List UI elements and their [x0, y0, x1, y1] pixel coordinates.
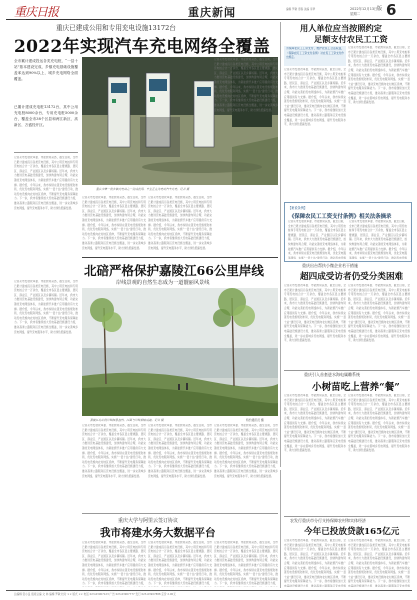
right-mid-kicker: 重庆出台帮扶小微企业若干措施 — [302, 263, 358, 268]
right-low-rule — [284, 370, 410, 371]
middle-body-col3: 记者从市发展改革委、市能源局获悉，截至目前，全市已累计建成投运各类充电设施，其中公用充电桩和专用充电桩合计一万余台，覆盖全市各区县主要道路、居民区、商业区、产业园区以及乡镇场镇。近年来，我市大力推进充电基础设施建设，加快构建布局合理、功能完善的充电网络体系，为新能源汽车推广应用提供有力支撑。据介绍，今年以来，我市持续完善充电设施规划布局，优化充电服务网络，实施“一县十站”建设行动，推动充电设施向农村地区延伸，不断提升充电服务保障能力。下一步，我市将继续加大充电基础设施建设力度，推动高速公路服务区充电设施全覆盖，进一步完善城乡充电网络，提升充电服务水平，助力绿色低碳发展。 — [214, 424, 278, 478]
right-top-intro: 为保障农民工工资支付，维护农民工合法权益，《保障农民工工资支付条例》对农民工工资支付作出规定。 — [286, 47, 344, 60]
lead-subtitle: 重庆已建成公用和专用充电设施13172台 — [56, 24, 176, 32]
right-top-col2: 记者从市发展改革委、市能源局获悉，截至目前，全市已累计建成投运各类充电设施，其中公用充电桩和专用充电桩合计一万余台，覆盖全市各区县主要道路、居民区、商业区、产业园区以及乡镇场镇。近年来，我市大力推进充电基础设施建设，加快构建布局合理、功能完善的充电网络体系，为新能源汽车推广应用提供有力支撑。据介绍，今年以来，我市持续完善充电设施规划布局，优化充电服务网络，实施“一县十站”建设行动，推动充电设施向农村地区延伸，不断提升充电服务保障能力。下一步，我市将继续加大充电基础设施建设力度，推动高速公路服务区充电设施全覆盖，进一步完善城乡充电网络，提升充电服务水平，助力绿色低碳发展。 — [348, 46, 410, 105]
bottom-body-col1: 记者从市发展改革委、市能源局获悉，截至目前，全市已累计建成投运各类充电设施，其中公用充电桩和专用充电桩合计一万余台，覆盖全市各区县主要道路、居民区、商业区、产业园区以及乡镇场镇。近年来，我市大力推进充电基础设施建设，加快构建布局合理、功能完善的充电网络体系，为新能源汽车推广应用提供有力支撑。据介绍，今年以来，我市持续完善充电设施规划布局，优化充电服务网络，实施“一县十站”建设行动，推动充电设施向农村地区延伸，不断提升充电服务保障能力。下一步，我市将继续加大充电基础设施建设力度， — [82, 541, 146, 586]
masthead-editors: 编辑 罗敏 谭春 美编 李梦 — [286, 8, 316, 11]
issue-date: 2022年12月13日 — [350, 7, 378, 11]
right-mid-col2: 记者从市发展改革委、市能源局获悉，截至目前，全市已累计建成投运各类充电设施，其中公用充电桩和专用充电桩合计一万余台，覆盖全市各区县主要道路、居民区、商业区、产业园区以及乡镇场镇。近年来，我市大力推进充电基础设施建设，加快构建布局合理、功能完善的充电网络体系，为新能源汽车推广应用提供有力支撑。据介绍，今年以来，我市持续完善充电设施规划布局，优化充电服务网络，实施“一县十站”建设行动，推动充电设施向农村地区延伸，不断提升充电服务保障能力。下一步，我市将继续加大充电基础设施建设力度，推动高速公路服务区充电设施全覆盖，进一步完善城乡充电网络，提升充电服务水平，助力绿色低碳发展。 — [348, 284, 410, 343]
lead-photo-caption: 重庆市第一批乡镇充电站之一建成投用，车主正在为电动汽车充电。记者 摄 — [96, 187, 190, 191]
qa-box — [284, 202, 412, 262]
right-low-col1: 记者从市发展改革委、市能源局获悉，截至目前，全市已累计建成投运各类充电设施，其中公用充电桩和专用充电桩合计一万余台，覆盖全市各区县主要道路、居民区、商业区、产业园区以及乡镇场镇。近年来，我市大力推进充电基础设施建设，加快构建布局合理、功能完善的充电网络体系，为新能源汽车推广应用提供有力支撑。据介绍，今年以来，我市持续完善充电设施规划布局，优化充电服务网络，实施“一县十站”建设行动，推动充电设施向农村地区延伸，不断提升充电服务保障能力。下一步，我市将继续加大充电基础设施建设力度，推动高速公路服务区充电设施全覆盖，进一步完善城乡充电网络，提升充电服务水平，助力绿色低碳发展。 — [284, 394, 346, 453]
lead-body-col2: 记者从市发展改革委、市能源局获悉，截至目前，全市已累计建成投运各类充电设施，其中公用充电桩和专用充电桩合计一万余台，覆盖全市各区县主要道路、居民区、商业区、产业园区以及乡镇场镇。近年来，我市大力推进充电基础设施建设，加快构建布局合理、功能完善的充电网络体系，为新能源汽车推广应用提供有力支撑。据介绍，今年以来，我市持续完善充电设施规划布局，优化充电服务网络，实施“一县十站”建设行动，推动充电设施向农村地区延伸，不断提升充电服务保障能力。下一步，我市将继续加大充电基础设施建设力度，推动高速公路服务区充电设施全覆盖，进一步完善城乡充电网络，提升充电服务水平，助力绿色低碳发展。 — [82, 196, 146, 250]
right-top-headline-2: 足额支付农民工工资 — [314, 34, 388, 44]
section-title: 重庆新闻 — [188, 6, 236, 19]
right-bottom-col2: 记者从市发展改革委、市能源局获悉，截至目前，全市已累计建成投运各类充电设施，其中公用充电桩和专用充电桩合计一万余台，覆盖全市各区县主要道路、居民区、商业区、产业园区以及乡镇场镇。近年来，我市大力推进充电基础设施建设，加快构建布局合理、功能完善的充电网络体系，为新能源汽车推广应用提供有力支撑。据介绍，今年以来，我市持续完善充电设施规划布局，优化充电服务网络，实施“一县十站”建设行动，推动充电设施向农村地区延伸，不断提升充电服务保障能力。下一步，我市将继续加大充电基础设施建设力度，推动高速公路服务区充电设施 — [348, 539, 410, 587]
bottom-headline: 我市将建水务大数据平台 — [100, 527, 216, 539]
bottom-body-col2: 记者从市发展改革委、市能源局获悉，截至目前，全市已累计建成投运各类充电设施，其中公用充电桩和专用充电桩合计一万余台，覆盖全市各区县主要道路、居民区、商业区、产业园区以及乡镇场镇。近年来，我市大力推进充电基础设施建设，加快构建布局合理、功能完善的充电网络体系，为新能源汽车推广应用提供有力支撑。据介绍，今年以来，我市持续完善充电设施规划布局，优化充电服务网络，实施“一县十站”建设行动，推动充电设施向农村地区延伸，不断提升充电服务保障能力。下一步，我市将继续加大充电基础设施建设力度， — [148, 541, 212, 586]
page-number: 6 — [386, 1, 397, 19]
lead-body-col4: 记者从市发展改革委、市能源局获悉，截至目前，全市已累计建成投运各类充电设施，其中公用充电桩和专用充电桩合计一万余台，覆盖全市各区县主要道路、居民区、商业区、产业园区以及乡镇场镇。近年来，我市大力推进充电基础设施建设，加快构建布局合理、功能完善的充电网络体系，为新能源汽车推广应用提供有力支撑。据介绍，今年以来，我市持续完善充电设施规划布局，优化充电服务网络，实施“一县十站”建设行动，推动充电设施向农村地区延伸，不断提升充电服务保障能力。下一步，我市将继续加大充电基础设施建设力度，推动高速公路服务区充电设施全覆盖，进一步完善城乡充电网络，提升充电服务水平，助力绿色低碳发展。 — [214, 58, 278, 112]
right-bottom-kicker: 农发行重庆市分行支持保障农村和实体经济 — [290, 518, 366, 523]
footer-info: 总编辑 张小良 值班总编 文 林 编辑 罗敏 校对 ×× 版式 ×× 电话 023-63907123 广告 023-63907777 发行 023-63907888 定价 2.00元 — [14, 593, 176, 596]
middle-body-col1: 记者从市发展改革委、市能源局获悉，截至目前，全市已累计建成投运各类充电设施，其中公用充电桩和专用充电桩合计一万余台，覆盖全市各区县主要道路、居民区、商业区、产业园区以及乡镇场镇。近年来，我市大力推进充电基础设施建设，加快构建布局合理、功能完善的充电网络体系，为新能源汽车推广应用提供有力支撑。据介绍，今年以来，我市持续完善充电设施规划布局，优化充电服务网络，实施“一县十站”建设行动，推动充电设施向农村地区延伸，不断提升充电服务保障能力。下一步，我市将继续加大充电基础设施建设力度，推动高速公路服务区充电设施全覆盖，进一步完善城乡充电网络，提升充电服务水平，助力绿色低碳发展。 — [82, 424, 146, 478]
middle-body-col2: 记者从市发展改革委、市能源局获悉，截至目前，全市已累计建成投运各类充电设施，其中公用充电桩和专用充电桩合计一万余台，覆盖全市各区县主要道路、居民区、商业区、产业园区以及乡镇场镇。近年来，我市大力推进充电基础设施建设，加快构建布局合理、功能完善的充电网络体系，为新能源汽车推广应用提供有力支撑。据介绍，今年以来，我市持续完善充电设施规划布局，优化充电服务网络，实施“一县十站”建设行动，推动充电设施向农村地区延伸，不断提升充电服务保障能力。下一步，我市将继续加大充电基础设施建设力度，推动高速公路服务区充电设施全覆盖，进一步完善城乡充电网络，提升充电服务水平，助力绿色低碳发展。 — [148, 424, 212, 478]
issue-weekday: 星期二 — [350, 12, 361, 16]
qa-body-col2: 记者从市发展改革委、市能源局获悉，截至目前，全市已累计建成投运各类充电设施，其中公用充电桩和专用充电桩合计一万余台，覆盖全市各区县主要道路、居民区、商业区、产业园区以及乡镇场镇。近年来，我市大力推进充电基础设施建设，加快构建布局合理、功能完善的充电网络体系，为新能源汽车推广应用提供有力支撑。据介绍，今年以来，我市持续完善充电设施规划布局，优化充电服务网络，实施“一县十站”建设行动，推动充电设施 — [349, 220, 407, 259]
right-top-headline-1: 用人单位应当按照约定 — [300, 23, 382, 33]
masthead-rule — [6, 19, 412, 20]
lead-summary-2: 已累计建成充电桩13172台，其中公用充电桩8000余台，专用充电桩5000余台，覆盖全市38个区县和两江新区、高新区、万盛经开区。 — [14, 105, 78, 127]
bottom-rule — [82, 513, 278, 514]
qa-body-col1: 记者从市发展改革委、市能源局获悉，截至目前，全市已累计建成投运各类充电设施，其中公用充电桩和专用充电桩合计一万余台，覆盖全市各区县主要道路、居民区、商业区、产业园区以及乡镇场镇。近年来，我市大力推进充电基础设施建设，加快构建布局合理、功能完善的充电网络体系，为新能源汽车推广应用提供有力支撑。据介绍，今年以来，我市持续完善充电设施规划布局，优化充电服务网络，实施“一县十站”建设行动，推动充电设施 — [288, 220, 346, 259]
right-low-kicker: 重庆引入首套进水海电属雕系统 — [304, 372, 360, 377]
page-label: 版 — [377, 6, 383, 12]
footer-rule — [6, 590, 412, 591]
right-bottom-headline: 今年已投放贷款165亿元 — [304, 527, 400, 537]
right-low-headline: 小树苗吃上营养“餐” — [312, 382, 400, 393]
column-divider — [280, 470, 281, 588]
qa-title: 《保障农民工工资支付条例》相关法条摘录 — [289, 214, 392, 220]
middle-rule — [82, 257, 278, 258]
qa-tag: 【案说条例】 — [288, 206, 308, 210]
middle-left-col: 记者从市发展改革委、市能源局获悉，截至目前，全市已累计建成投运各类充电设施，其中公用充电桩和专用充电桩合计一万余台，覆盖全市各区县主要道路、居民区、商业区、产业园区以及乡镇场镇。近年来，我市大力推进充电基础设施建设，加快构建布局合理、功能完善的充电网络体系，为新能源汽车推广应用提供有力支撑。据介绍，今年以来，我市持续完善充电设施规划布局，优化充电服务网络，实施“一县十站”建设行动，推动充电设施向农村地区延伸，不断提升充电服务保障能力。下一步，我市将继续加大充电基础设施建设力度，推动高速公路服务区充电设施全覆盖，进一步完善城乡充电网络，提升充电服务水平，助力绿色低碳发展。 — [14, 280, 78, 334]
right-top-col1: 记者从市发展改革委、市能源局获悉，截至目前，全市已累计建成投运各类充电设施，其中公用充电桩和专用充电桩合计一万余台，覆盖全市各区县主要道路、居民区、商业区、产业园区以及乡镇场镇。近年来，我市大力推进充电基础设施建设，加快构建布局合理、功能完善的充电网络体系，为新能源汽车推广应用提供有力支撑。据介绍，今年以来，我市持续完善充电设施规划布局，优化充电服务网络，实施“一县十站”建设行动，推动充电设施向农村地区延伸，不断提升充电服务保障能力。下一步，我市将继续加大充电基础设施建设力度，推动高速公路服务区充电设施全覆盖，进一步完善城乡充电网络，提升充电服务水平，助力绿色低碳发展。 — [284, 68, 346, 127]
newspaper-logo: 重庆日报 — [14, 5, 59, 19]
right-top-intro-box — [284, 46, 346, 66]
bottom-body-col3: 记者从市发展改革委、市能源局获悉，截至目前，全市已累计建成投运各类充电设施，其中公用充电桩和专用充电桩合计一万余台，覆盖全市各区县主要道路、居民区、商业区、产业园区以及乡镇场镇。近年来，我市大力推进充电基础设施建设，加快构建布局合理、功能完善的充电网络体系，为新能源汽车推广应用提供有力支撑。据介绍，今年以来，我市持续完善充电设施规划布局，优化充电服务网络，实施“一县十站”建设行动，推动充电设施向农村地区延伸，不断提升充电服务保障能力。下一步，我市将继续加大充电基础设施建设力度， — [214, 541, 278, 586]
lead-headline: 2022年实现汽车充电网络全覆盖 — [14, 37, 271, 57]
right-bottom-rule — [284, 516, 410, 517]
middle-photo-credit: 特约通讯员 摄 — [246, 418, 264, 422]
right-bottom-col1: 记者从市发展改革委、市能源局获悉，截至目前，全市已累计建成投运各类充电设施，其中公用充电桩和专用充电桩合计一万余台，覆盖全市各区县主要道路、居民区、商业区、产业园区以及乡镇场镇。近年来，我市大力推进充电基础设施建设，加快构建布局合理、功能完善的充电网络体系，为新能源汽车推广应用提供有力支撑。据介绍，今年以来，我市持续完善充电设施规划布局，优化充电服务网络，实施“一县十站”建设行动，推动充电设施向农村地区延伸，不断提升充电服务保障能力。下一步，我市将继续加大充电基础设施建设力度，推动高速公路服务区充电设施 — [284, 539, 346, 587]
right-mid-headline: 超四成受访者仍受分类困难 — [300, 272, 404, 282]
middle-photo-caption: 嘉陵江北碚段岸线绿意盎然，江面与岸线相映成趣。记者 摄 — [90, 418, 164, 422]
riverbank-illustration — [82, 288, 278, 416]
summary-rule — [14, 152, 78, 153]
middle-subtitle: 岸线景观的自然生态成为一道靓丽风景线 — [116, 280, 210, 286]
lead-summary: 全市累计建成投运各类充电桩，“一县十站”基本建设完成，乡镇充电基础设施覆盖率达到90%以上，城乡充电网络全面覆盖。 — [14, 59, 78, 81]
lead-body-col3: 记者从市发展改革委、市能源局获悉，截至目前，全市已累计建成投运各类充电设施，其中公用充电桩和专用充电桩合计一万余台，覆盖全市各区县主要道路、居民区、商业区、产业园区以及乡镇场镇。近年来，我市大力推进充电基础设施建设，加快构建布局合理、功能完善的充电网络体系，为新能源汽车推广应用提供有力支撑。据介绍，今年以来，我市持续完善充电设施规划布局，优化充电服务网络，实施“一县十站”建设行动，推动充电设施向农村地区延伸，不断提升充电服务保障能力。下一步，我市将继续加大充电基础设施建设力度，推动高速公路服务区充电设施全覆盖，进一步完善城乡充电网络，提升充电服务水平，助力绿色低碳发展。 — [148, 196, 212, 250]
bottom-kicker: 重庆大学与阿里云签订协议 — [118, 518, 179, 524]
column-divider — [280, 22, 281, 467]
lead-body-col1: 记者从市发展改革委、市能源局获悉，截至目前，全市已累计建成投运各类充电设施，其中公用充电桩和专用充电桩合计一万余台，覆盖全市各区县主要道路、居民区、商业区、产业园区以及乡镇场镇。近年来，我市大力推进充电基础设施建设，加快构建布局合理、功能完善的充电网络体系，为新能源汽车推广应用提供有力支撑。据介绍，今年以来，我市持续完善充电设施规划布局，优化充电服务网络，实施“一县十站”建设行动，推动充电设施向农村地区延伸，不断提升充电服务保障能力。下一步，我市将继续加大充电基础设施建设力度，推动高速公路服务区充电设施全覆盖，进一步完善城乡充电网络，提升充电服务水平，助力绿色低碳发展。 — [14, 156, 78, 210]
right-low-col2: 记者从市发展改革委、市能源局获悉，截至目前，全市已累计建成投运各类充电设施，其中公用充电桩和专用充电桩合计一万余台，覆盖全市各区县主要道路、居民区、商业区、产业园区以及乡镇场镇。近年来，我市大力推进充电基础设施建设，加快构建布局合理、功能完善的充电网络体系，为新能源汽车推广应用提供有力支撑。据介绍，今年以来，我市持续完善充电设施规划布局，优化充电服务网络，实施“一县十站”建设行动，推动充电设施向农村地区延伸，不断提升充电服务保障能力。下一步，我市将继续加大充电基础设施建设力度，推动高速公路服务区充电设施全覆盖，进一步完善城乡充电网络，提升充电服务水平，助力绿色低碳发展。 — [348, 394, 410, 453]
middle-headline: 北碚严格保护嘉陵江66公里岸线 — [84, 263, 264, 278]
middle-photo — [82, 288, 278, 416]
right-mid-col1: 记者从市发展改革委、市能源局获悉，截至目前，全市已累计建成投运各类充电设施，其中公用充电桩和专用充电桩合计一万余台，覆盖全市各区县主要道路、居民区、商业区、产业园区以及乡镇场镇。近年来，我市大力推进充电基础设施建设，加快构建布局合理、功能完善的充电网络体系，为新能源汽车推广应用提供有力支撑。据介绍，今年以来，我市持续完善充电设施规划布局，优化充电服务网络，实施“一县十站”建设行动，推动充电设施向农村地区延伸，不断提升充电服务保障能力。下一步，我市将继续加大充电基础设施建设力度，推动高速公路服务区充电设施全覆盖，进一步完善城乡充电网络，提升充电服务水平，助力绿色低碳发展。 — [284, 284, 346, 343]
